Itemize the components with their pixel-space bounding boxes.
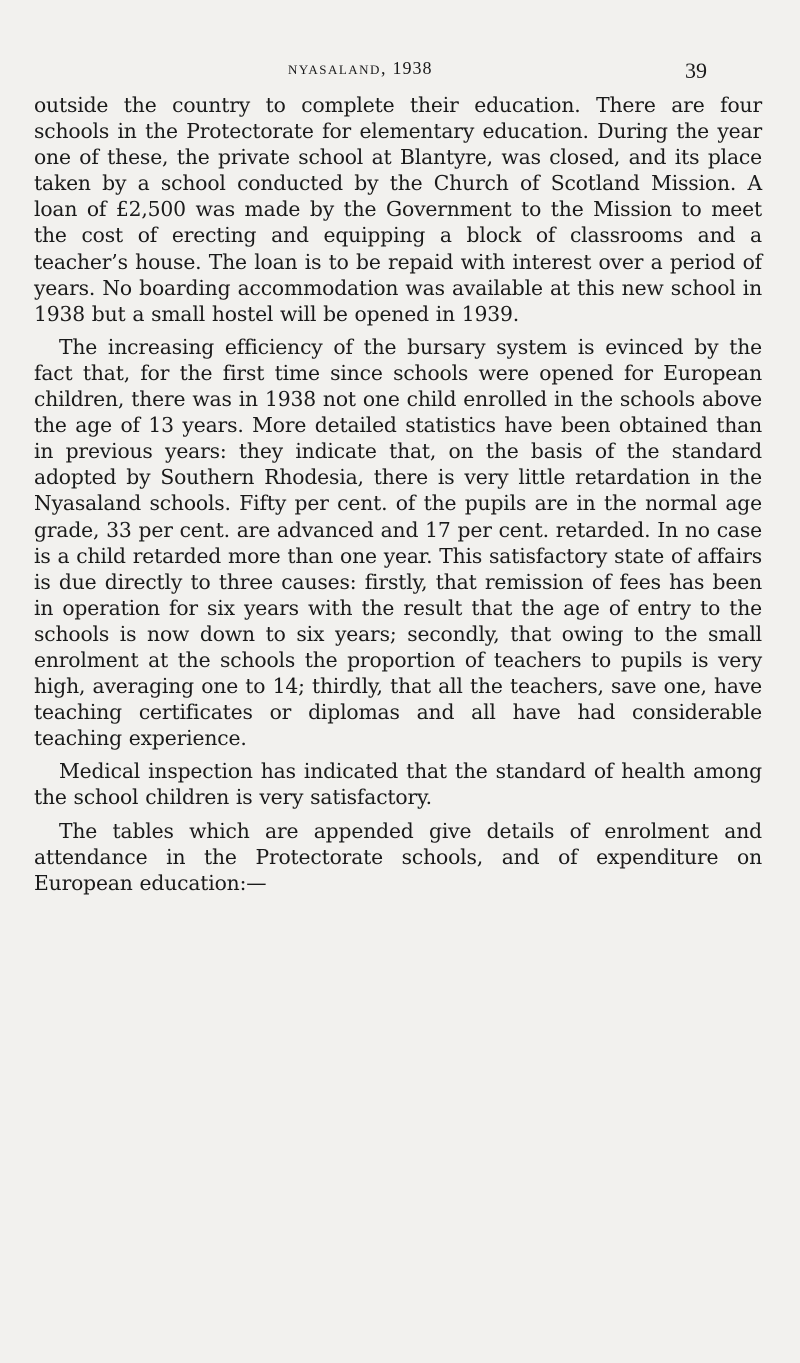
running-head [0,58,800,88]
page-number: 39 [685,58,707,83]
running-title: nyasaland, 1938 [288,58,433,78]
paragraph-continuation: outside the country to complete their education. There are four schools in the Protectorate for elementary education. During the year one of these, the private school at Blantyre, was closed, and its place taken by a school conducted by the Church of Scotland Mission. A loan of £2,500 was made by the Government to the Mission to meet the cost of erecting and equipping a block of classrooms and a teacher’s house. The loan is to be repaid with interest over a period of years. No boarding accommodation was available at this new school in 1938 but a small hostel will be opened in 1939. [34,93,762,326]
paragraph-tables-intro: The tables which are appended give details of enrolment and attendance in the Protectorate schools, and of expenditure on European education:— [34,818,762,895]
paragraph-bursary-system: The increasing efficiency of the bursary system is evinced by the fact that, for the first time since schools were opened for European children, there was in 1938 not one child enrolled in the schools above the age of 13 years. More detailed statistics have been obtained than in previous years: they indicate that, on the basis of the standard adopted by Southern Rhodesia, there is very little retardation in the Nyasaland schools. Fifty per cent. of the pupils are in the normal age grade, 33 per cent. are advanced and 17 per cent. retarded. In no case is a child retarded more than one year. This satisfactory state of affairs is due directly to three causes: firstly, that remission of fees has been in operation for six years with the result that the age of entry to the schools is now down to six years; secondly, that owing to the small enrolment at the schools the proportion of teachers to pupils is very high, averaging one to 14; thirdly, that all the teachers, save one, have teaching certificates or diplomas and all have had considerable teaching experience. [34,334,762,751]
body-text [34,92,762,903]
paragraph-medical-inspection: Medical inspection has indicated that the standard of health among the school children is very satisfactory. [34,759,762,810]
